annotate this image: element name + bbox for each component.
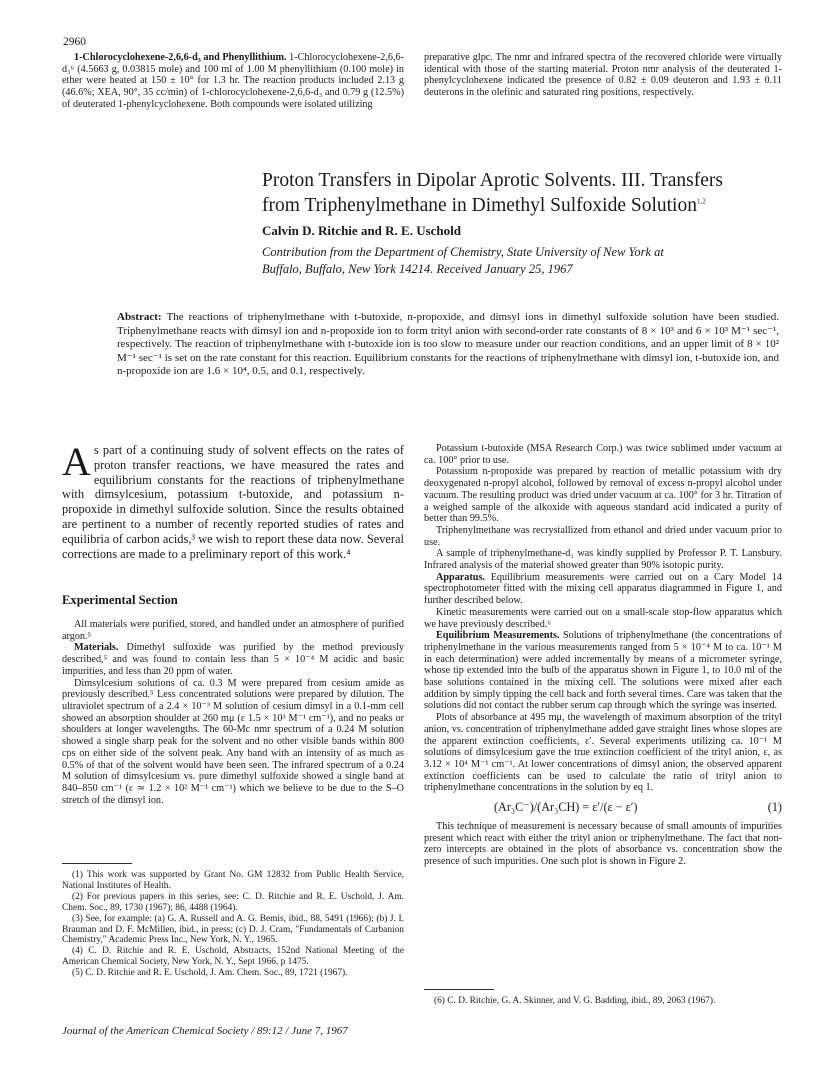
equation-1	[424, 802, 782, 814]
affiliation-line: Buffalo, Buffalo, New York 14214. Received January 25, 1967	[262, 262, 573, 276]
intro-text: s part of a continuing study of solvent effects on the rates of proton transfer reactions, we have measured the rates and equilibrium constants for the reactions of triphenylmethane with dimsylcesium, potassium t-butoxide, and potassium n-propoxide in dimethyl sulfoxide solution. Since the results obtained are pertinent to a number of recently reported studies of rates and equilibria of carbon acids,³ we wish to report these data now. Several corrections are made to a preliminary report of this work.⁴	[62, 443, 404, 561]
title-line: from Triphenylmethane in Dimethyl Sulfoxide Solution	[262, 195, 697, 216]
affiliation-line: Contribution from the Department of Chemistry, State University of New York at	[262, 245, 664, 259]
footnotes-right	[424, 996, 782, 1007]
paragraph-heading: Apparatus.	[436, 571, 485, 583]
abstract-text: The reactions of triphenylmethane with t-butoxide, n-propoxide, and dimsyl ions in dimethyl sulfoxide solution have been studied. Triphenylmethane reacts with dimsyl ion and n-propoxide ion to form trityl anion with second-order rate constants of 8 × 10³ and 6 × 10³ M⁻¹ sec⁻¹, respectively. The reaction of triphenylmethane with t-butoxide ion is too slow to measure under our reaction conditions, and an upper limit of 8 × 10² M⁻¹ sec⁻¹ is set on the rate constant for this reaction. Equilibrium constants for the reactions of triphenylmethane with dimsyl ion, t-butoxide ion, and n-propoxide ion are 1.6 × 10⁴, 0.5, and 0.1, respectively.	[117, 311, 779, 378]
equation: (Ar₃C⁻)/(Ar₃CH) = ε′/(ε − ε′)	[494, 800, 638, 815]
paragraph: A sample of triphenylmethane-d₁ was kindly supplied by Professor P. T. Lansbury. Infrared analysis of the material showed greater than 90% isotopic purity.	[424, 548, 782, 572]
continued-text-right	[424, 52, 782, 99]
paragraph: Solutions of triphenylmethane (the concentrations of triphenylmethane in the various measurements ranged from 5 × 10⁻⁴ M to ca. 10⁻¹ M in each determination) were added incrementally by means of a micrometer syringe, whose tip extended into the bulb of the apparatus shown in Figure 1, to 10.0 ml of the base solutions contained in the mixing cell. The solutions were mixed after each addition by simply tipping the cell back and forth several times. Care was taken that the solutions did not contact the rubber serum cap through which the syringe was inserted.	[424, 630, 783, 712]
paragraph: All materials were purified, stored, and handled under an atmosphere of purified argon.⁵	[62, 619, 404, 642]
paragraph-heading: Materials.	[74, 642, 119, 654]
introduction	[62, 439, 404, 561]
paragraph: Kinetic measurements were carried out on a small-scale stop-flow apparatus which we have previously described.⁶	[424, 606, 782, 630]
paragraph: Potassium t-butoxide (MSA Research Corp.) was twice sublimed under vacuum at ca. 100° prior to use.	[424, 443, 782, 466]
paragraph: Dimsylcesium solutions of ca. 0.3 M were prepared from cesium amide as previously described.⁵ Less concentrated solutions were prepared by dilution. The ultraviolet spectrum of a 2.4 × 10⁻³ M solution of cesium dimsyl in a 0.1-mm cell showed an absorption shoulder at 260 mμ (ε 1.5 × 10³ M⁻¹ cm⁻¹), and no peaks or shoulders at longer wavelengths. The 60-Mc nmr spectrum of a 0.24 M solution showed a single sharp peak for the solvent and no other visible bands within 800 cps on either side of the solvent peak. Any band with an intensity of as much as 0.5% of that of the solvent would have been seen. The infrared spectrum of a 0.24 M solution of dimsylcesium vs. pure dimethyl sulfoxide showed a single band at 840–850 cm⁻¹ (ε ≃ 1.2 × 10² M⁻¹ cm⁻¹) which we believe to be due to the S–O stretch of the dimsyl ion.	[62, 677, 404, 806]
footnotes-left	[62, 870, 404, 979]
equation-number: (1)	[767, 800, 782, 815]
drop-cap: A	[62, 439, 91, 484]
right-column	[424, 443, 782, 868]
continued-text-left	[62, 52, 404, 111]
abstract	[117, 311, 779, 379]
paragraph: Plots of absorbance at 495 mμ, the wavelength of maximum absorption of the trityl anion, vs. concentration of triphenylmethane added gave straight lines whose slopes are the apparent extinction coefficients, ε′. Several experiments utilizing ca. 10⁻¹ M solutions of dimsylcesium gave the true extinction coefficient of the trityl anion, ε, as 3.12 × 10⁴ M⁻¹ cm⁻¹. At lower concentrations of dimsyl anion, the observed apparent extinction coefficients can be used to calculate the ratio of trityl anion to triphenylmethane concentrations in the solution by eq 1.	[424, 712, 782, 794]
footnote: (2) For previous papers in this series, see: C. D. Ritchie and R. E. Uschold, J. Am. Chem. Soc., 89, 1730 (1967); 86, 4488 (1964).	[62, 891, 404, 913]
footnote: (1) This work was supported by Grant No. GM 12832 from Public Health Service, National Institutes of Health.	[62, 870, 404, 891]
paragraph: preparative glpc. The nmr and infrared spectra of the recovered chloride were virtually identical with those of the starting material. Proton nmr analysis of the deuterated 1-phenylcyclohexene indicated the presence of 0.82 ± 0.09 deuteron and 1.93 ± 0.11 deuterons in the olefinic and saturated ring positions, respectively.	[424, 52, 782, 99]
authors: Calvin D. Ritchie and R. E. Uschold	[262, 223, 461, 238]
paragraph: Equilibrium measurements were carried out on a Cary Model 14 spectrophotometer fitted with the mixing cell apparatus diagrammed in Figure 1, and further described below.	[424, 571, 782, 607]
footnote-divider	[424, 989, 494, 990]
footnote: (6) C. D. Ritchie, G. A. Skinner, and V. G. Badding, ibid., 89, 2063 (1967).	[434, 996, 716, 1006]
page-number: 2960	[63, 36, 86, 48]
footnote: (4) C. D. Ritchie and R. E. Uschold, Abstracts, 152nd National Meeting of the American Chemical Society, New York, N. Y., Sept 1966, p 1475.	[62, 946, 404, 968]
section-heading: 1-Chlorocyclohexene-2,6,6-d₃ and Phenyllithium.	[74, 52, 287, 63]
article-title	[262, 168, 782, 218]
paragraph: Dimethyl sulfoxide was purified by the method previously described,⁵ and was found to contain less than 5 × 10⁻⁴ M acidic and basic impurities, and less than 20 ppm of water.	[62, 642, 404, 677]
title-superscript: 1,2	[696, 197, 706, 206]
title-line: Proton Transfers in Dipolar Aprotic Solvents. III. Transfers	[262, 170, 723, 191]
paragraph: Potassium n-propoxide was prepared by reaction of metallic potassium with dry deoxygenated n-propyl alcohol, followed by removal of excess n-propyl alcohol under vacuum. The resulting product was dried under vacuum at ca. 100° for 3 hr. Titration of a weighed sample of the alkoxide with aqueous standard acid indicated a purity of better than 99.5%.	[424, 466, 782, 525]
paragraph: 1-Chlorocyclohexene-2,6,6-d₃⁶ (4.5663 g, 0.03815 mole) and 100 ml of 1.00 M phenyllithium (0.100 mole) in ether were heated at 150 ± 10° for 1.3 hr. The reaction products included 2.13 g (46.6%; XEA, 90°, 35 cc/min) of 1-chlorocyclohexene-2,6,6-d₃ and 0.79 g (12.5%) of deuterated 1-phenylcyclohexene. Both compounds were isolated utilizing	[62, 52, 404, 110]
paragraph: Triphenylmethane was recrystallized from ethanol and dried under vacuum prior to use.	[424, 524, 782, 548]
footnote-divider	[62, 863, 132, 864]
experimental-heading: Experimental Section	[62, 593, 178, 608]
left-column	[62, 439, 404, 806]
abstract-label: Abstract:	[117, 311, 162, 323]
footnote: (5) C. D. Ritchie and R. E. Uschold, J. Am. Chem. Soc., 89, 1721 (1967).	[72, 968, 348, 979]
paragraph-heading: Equilibrium Measurements.	[436, 630, 560, 642]
affiliation	[262, 244, 782, 278]
journal-footer: Journal of the American Chemical Society / 89:12 / June 7, 1967	[62, 1025, 348, 1037]
footnote: (3) See, for example: (a) G. A. Russell and A. G. Bemis, ibid., 88, 5491 (1966); (b) J. I. Brauman and D. F. McMillen, ibid., in press; (c) D. J. Cram, "Fundamentals of Carbanion Chemistry," Academic Press Inc., New York, N. Y., 1965.	[62, 913, 404, 946]
paragraph: This technique of measurement is necessary because of small amounts of impurities present which react with either the trityl anion or triphenylmethane. The fact that non-zero intercepts are obtained in the plots of absorbance vs. concentration show the presence of such impurities. One such plot is shown in Figure 2.	[424, 820, 782, 867]
